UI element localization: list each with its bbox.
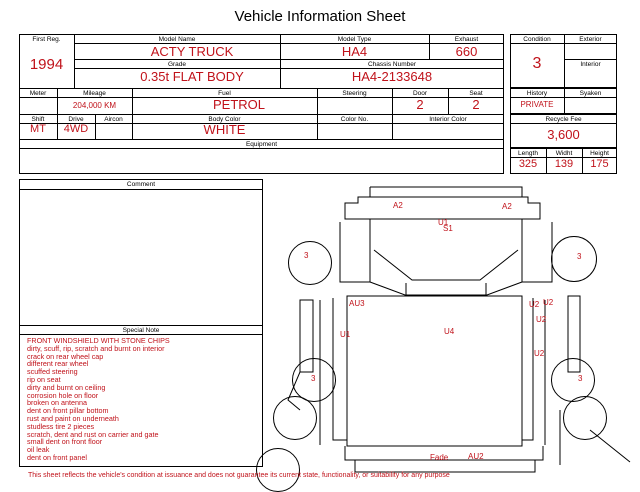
damage-mark: Fade: [430, 453, 449, 462]
damage-mark: U2: [536, 315, 547, 324]
drive-label: Drive: [68, 116, 84, 123]
special-note-item: dent on front panel: [27, 452, 87, 462]
special-note-item: dirty and burnt on ceiling: [27, 382, 106, 392]
damage-mark: A2: [393, 201, 403, 210]
grade-label: Grade: [167, 61, 187, 68]
spare-wheel-left: [273, 396, 317, 440]
special-note-label: Special Note: [122, 327, 160, 334]
special-note-item: rip on seat: [27, 374, 61, 384]
wheel-front-right: [551, 236, 597, 282]
special-note-item: dirty, scuff, rip, scratch and burnt on interior: [27, 343, 165, 353]
syaken-label: Syaken: [579, 90, 602, 97]
meter-label: Meter: [29, 90, 47, 97]
seat-label: Seat: [469, 90, 483, 97]
shift-label: Shift: [31, 116, 45, 123]
special-note-item: corrosion hole on floor: [27, 390, 99, 400]
spare-wheel-right: [563, 396, 607, 440]
shift-value: MT: [30, 123, 46, 135]
width-label: Widht: [555, 150, 573, 157]
special-note-item: dent on front pillar bottom: [27, 406, 109, 416]
page-title: Vehicle Information Sheet: [234, 8, 406, 25]
special-note-item: oil leak: [27, 445, 50, 455]
fuel-value: PETROL: [212, 97, 265, 112]
damage-mark: A2: [502, 202, 512, 211]
special-notes-list: [27, 337, 261, 462]
damage-mark: S1: [443, 224, 453, 233]
condition-value: 3: [532, 55, 542, 72]
body-color-value: WHITE: [203, 122, 246, 137]
special-note-item: scratch, dent and rust on carrier and gate: [27, 429, 159, 439]
steering-label: Steering: [342, 90, 367, 97]
wheel-front-left: [288, 241, 332, 285]
model-name-value: ACTY TRUCK: [150, 44, 234, 59]
door-label: Door: [412, 90, 428, 97]
damage-mark: 3: [311, 374, 316, 383]
history-value: PRIVATE: [520, 100, 554, 109]
exhaust-label: Exhaust: [454, 36, 479, 43]
fuel-label: Fuel: [218, 90, 231, 97]
interior-label: Interior: [580, 61, 601, 68]
damage-mark: 3: [577, 252, 582, 261]
aircon-label: Aircon: [104, 116, 123, 123]
length-value: 325: [518, 158, 538, 170]
history-label: History: [526, 90, 548, 97]
damage-mark: 3: [578, 374, 583, 383]
special-note-item: small dent on front floor: [27, 437, 103, 447]
length-label: Length: [518, 150, 538, 157]
damage-mark: AU3: [349, 299, 365, 308]
special-note-item: studless tire 2 pieces: [27, 421, 95, 431]
condition-label: Condition: [523, 36, 551, 43]
disclaimer-footer: This sheet reflects the vehicle's condition at issuance and does not guarantee its current state, functionality, or suitability for any purpose: [28, 472, 450, 479]
equipment-label: Equipment: [245, 141, 278, 148]
damage-mark: AU2: [468, 452, 484, 461]
first-reg-label: First Reg.: [32, 36, 61, 43]
chassis-number-value: HA4-2133648: [351, 69, 433, 84]
special-note-item: broken on antenna: [27, 398, 87, 408]
seat-value: 2: [472, 97, 480, 112]
damage-mark: U4: [444, 327, 455, 336]
height-label: Height: [590, 150, 609, 157]
cargo-bed-outline: [347, 296, 522, 446]
wheel-lower-left: [256, 448, 300, 492]
model-type-label: Model Type: [337, 36, 372, 43]
damage-mark: 3: [304, 251, 309, 260]
special-note-item: crack on rear wheel cap: [27, 351, 104, 361]
exhaust-value: 660: [455, 44, 478, 59]
damage-mark: U2: [543, 298, 554, 307]
special-note-item: scuffed steering: [27, 367, 78, 377]
height-value: 175: [590, 158, 609, 170]
model-name-label: Model Name: [158, 36, 196, 43]
width-value: 139: [554, 158, 574, 170]
chassis-number-label: Chassis Number: [367, 61, 417, 68]
body-color-label: Body Color: [208, 116, 241, 123]
special-note-item: FRONT WINDSHIELD WITH STONE CHIPS: [27, 336, 170, 345]
damage-mark: U1: [340, 330, 351, 339]
mileage-value: 204,000 KM: [72, 101, 117, 110]
model-type-value: HA4: [341, 44, 368, 59]
interior-color-label: Interior Color: [429, 116, 467, 123]
damage-mark: U2: [534, 349, 545, 358]
first-reg-value: 1994: [29, 56, 64, 73]
drive-value: 4WD: [63, 123, 89, 135]
mileage-label: Mileage: [83, 90, 106, 97]
comment-label: Comment: [126, 181, 156, 188]
recycle-fee-value: 3,600: [547, 127, 580, 142]
special-note-item: rust and paint on underneath: [27, 413, 119, 423]
damage-mark: U2: [529, 300, 540, 309]
recycle-fee-label: Recycle Fee: [545, 116, 582, 123]
color-no-label: Color No.: [340, 116, 369, 123]
door-value: 2: [416, 97, 424, 112]
grade-value: 0.35t FLAT BODY: [140, 69, 244, 84]
exterior-label: Exterior: [579, 36, 602, 43]
damage-mark: U1: [438, 218, 449, 227]
special-note-item: different rear wheel: [27, 359, 89, 369]
